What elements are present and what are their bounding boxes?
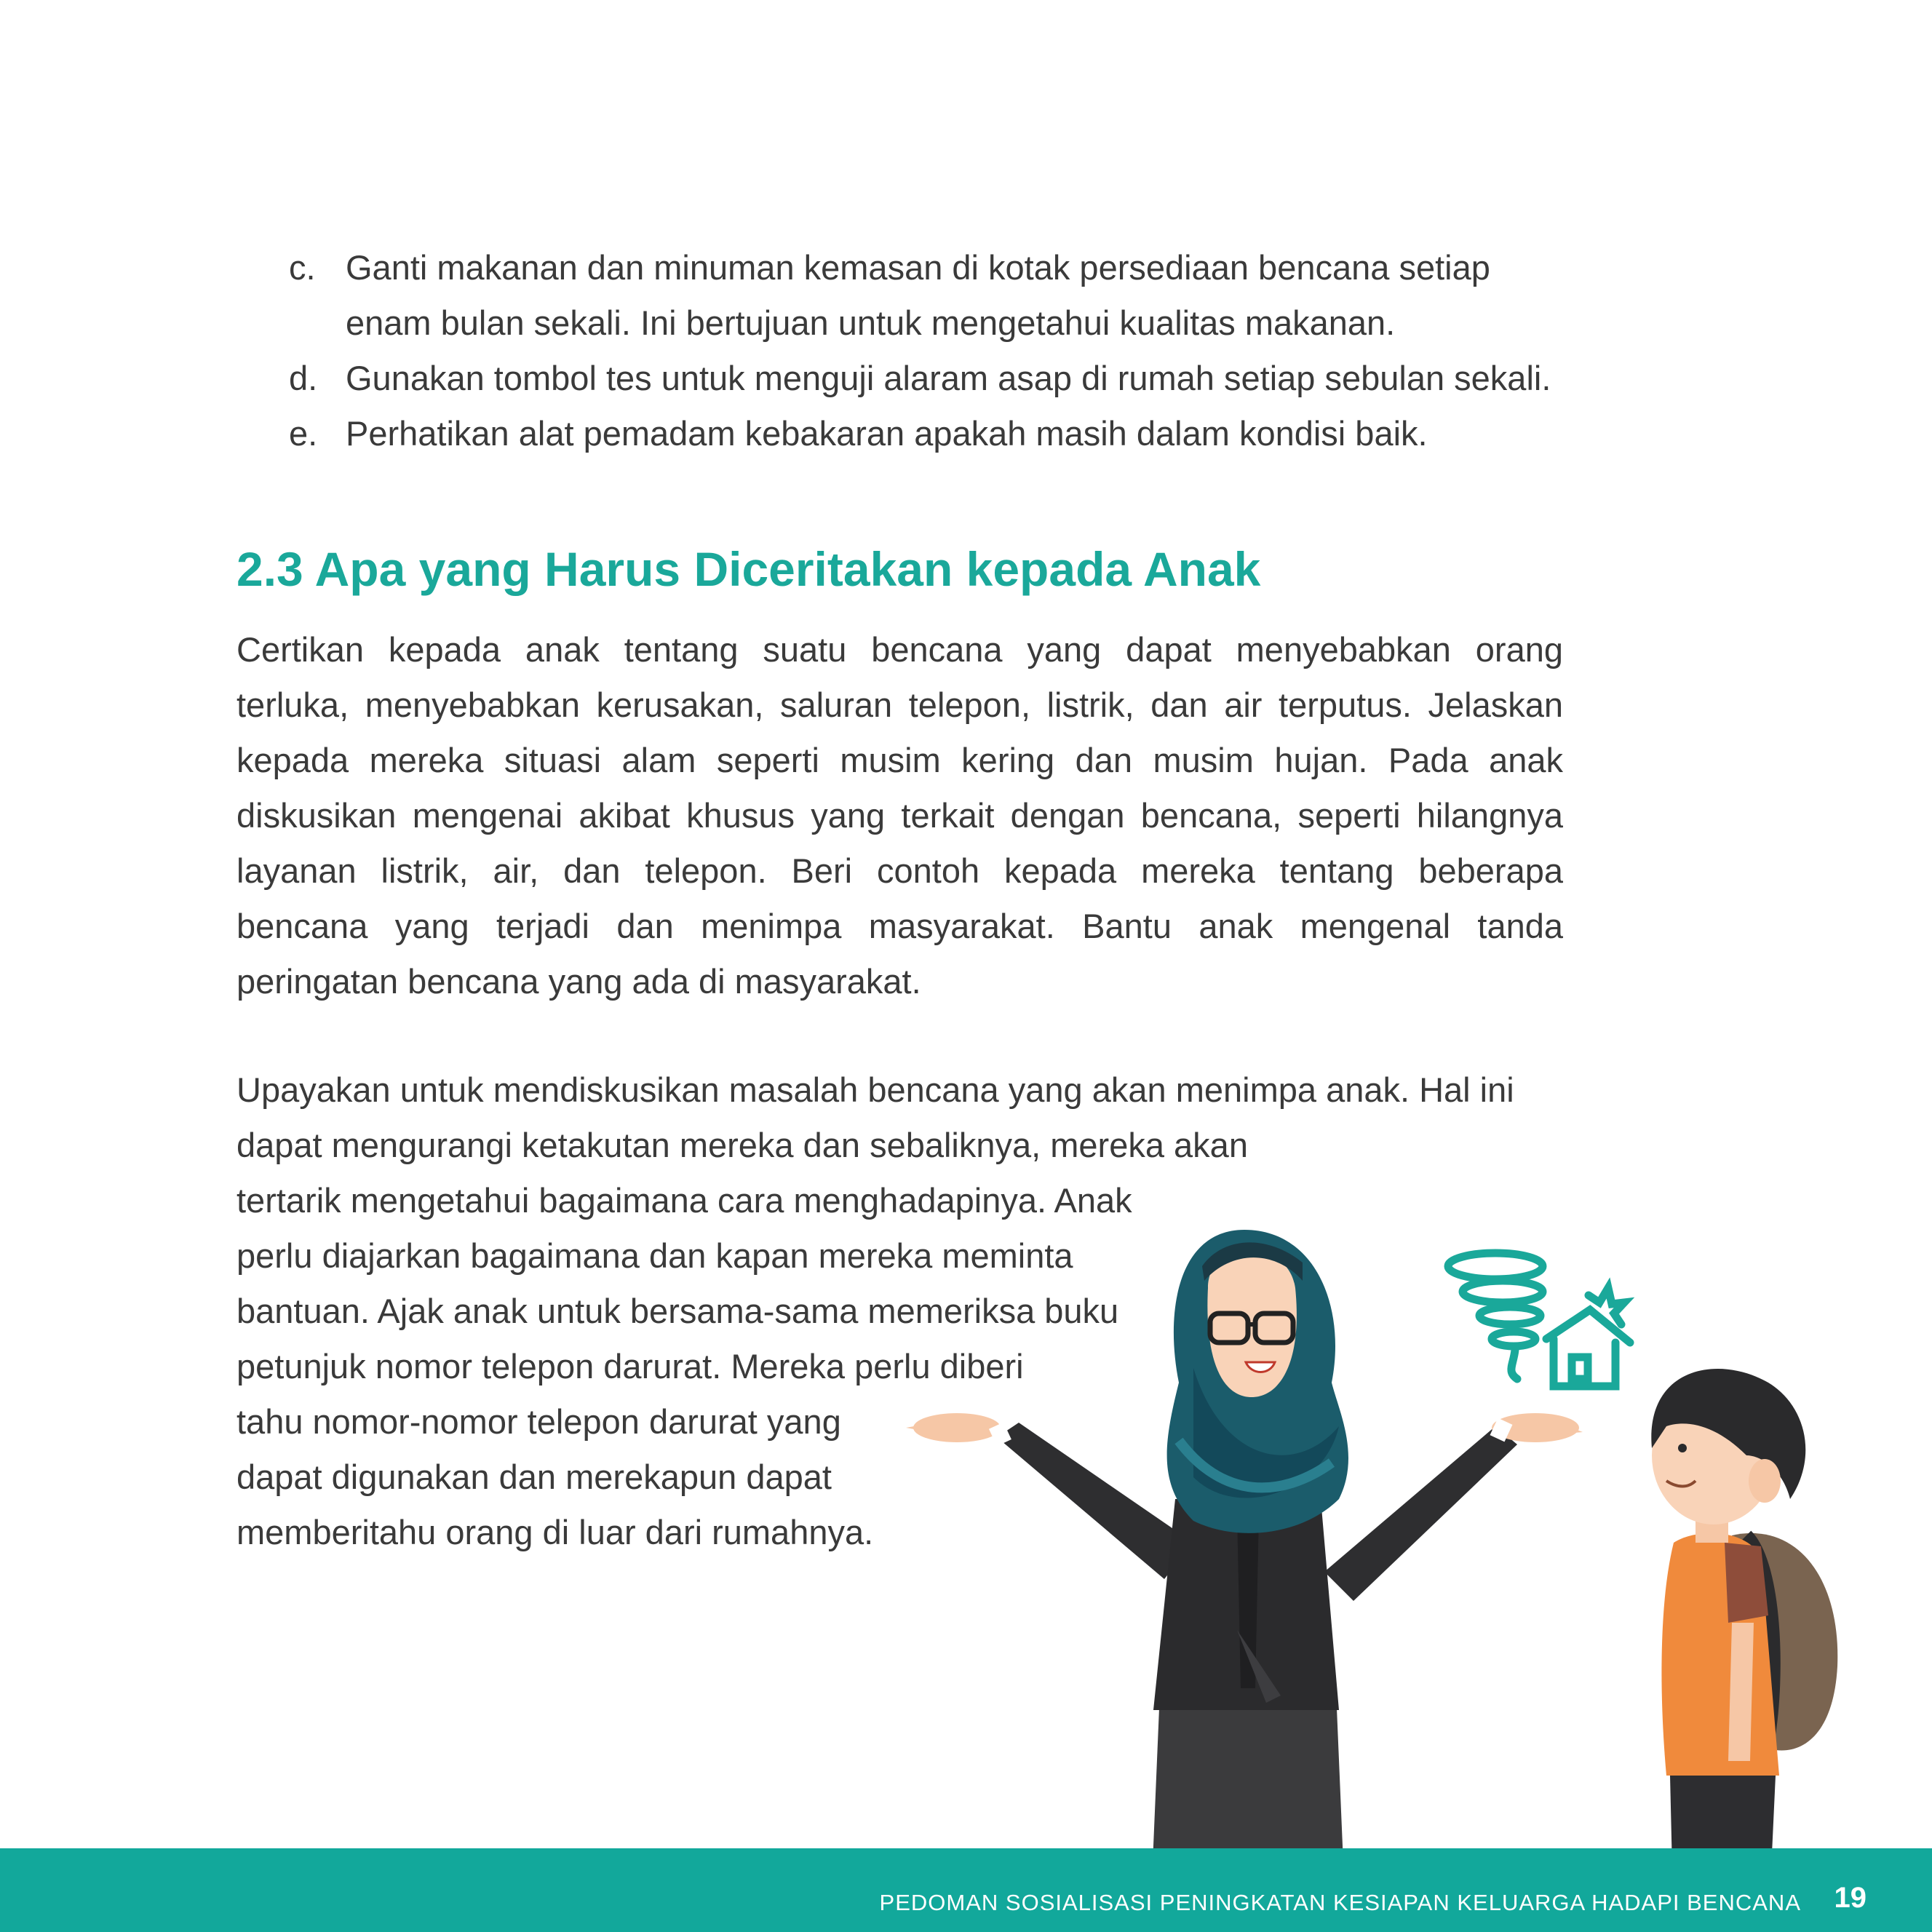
list-marker: e.: [289, 414, 318, 453]
tornado-house-icon: [1448, 1253, 1630, 1386]
list-item-text: Gunakan tombol tes untuk menguji alaram asap di rumah setiap sebulan sekali.: [346, 359, 1551, 397]
list-marker: d.: [289, 359, 318, 397]
list-item-text: Perhatikan alat pemadam kebakaran apakah masih dalam kondisi baik.: [346, 414, 1428, 453]
boy-figure: [1651, 1369, 1837, 1932]
list-item-text: Ganti makanan dan minuman kemasan di kotak persediaan bencana setiap enam bulan sekali. Ini bertujuan untuk mengetahui kualitas makanan.: [346, 248, 1490, 342]
paragraph-discuss-disaster: Upayakan untuk mendiskusikan masalah bencana yang akan menimpa anak. Hal ini dapat mengurangi ketakutan mereka dan sebaliknya, mereka akan tertarik mengetahui bagaimana cara menghadapinya. Anak perlu diajarkan bagaimana dan kapan mereka meminta bantuan. Ajak anak untuk bersama-sama memeriksa buku petunjuk nomor telepon darurat. Mereka perlu diberi tahu nomor-nomor telepon darurat yang dapat digunakan dan merekapun dapat memberitahu orang di luar dari rumahnya.: [236, 1070, 1514, 1551]
footer-title: PEDOMAN SOSIALISASI PENINGKATAN KESIAPAN KELUARGA HADAPI BENCANA: [879, 1890, 1801, 1915]
section-heading: 2.3 Apa yang Harus Diceritakan kepada Anak: [236, 542, 1261, 596]
page-number: 19: [1834, 1882, 1867, 1914]
paragraph-children-disaster: Certikan kepada anak tentang suatu bencana yang dapat menyebabkan orang terluka, menyebabkan kerusakan, saluran telepon, listrik, dan air terputus. Jelaskan kepada mereka situasi alam seperti musim kering dan musim hujan. Pada anak diskusikan mengenai akibat khusus yang terkait dengan bencana, seperti hilangnya layanan listrik, air, dan telepon. Beri contoh kepada mereka tentang beberapa bencana yang terjadi dan menimpa masyarakat. Bantu anak mengenal tanda peringatan bencana yang ada di masyarakat.: [236, 630, 1563, 1001]
list-marker: c.: [289, 248, 316, 287]
woman-figure: [906, 1230, 1583, 1932]
